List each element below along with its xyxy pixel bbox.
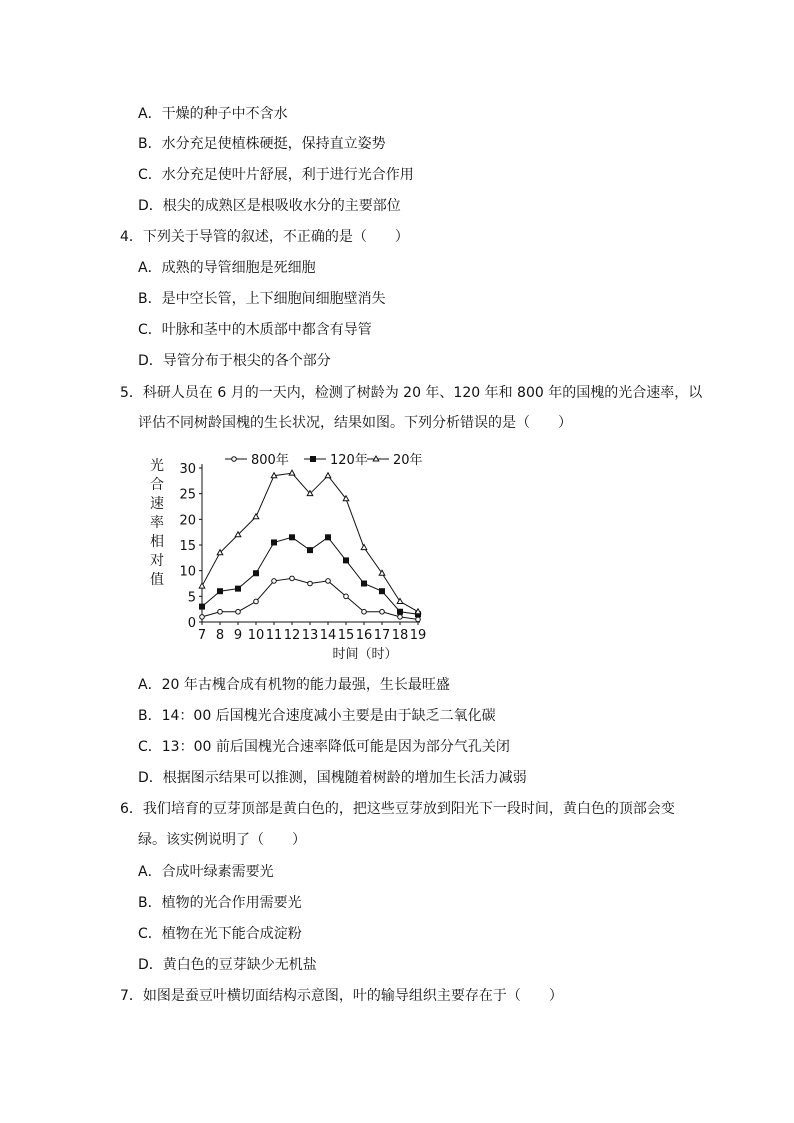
y-axis-label — [150, 457, 164, 588]
data-point — [200, 604, 205, 609]
y-tick-label: 0 — [187, 616, 196, 631]
data-point — [253, 514, 259, 519]
data-point — [254, 599, 259, 604]
data-point — [200, 615, 205, 620]
data-point — [272, 579, 277, 584]
data-point — [289, 470, 295, 475]
x-tick-label: 14 — [319, 628, 337, 643]
data-point — [326, 579, 331, 584]
x-tick-label: 9 — [233, 628, 243, 643]
data-point — [415, 609, 421, 614]
data-point — [344, 558, 349, 563]
x-tick-label: 17 — [373, 628, 391, 643]
q5-stem-line2: 评估不同树龄国槐的生长状况，结果如图。下列分析错误的是（ ） — [138, 415, 572, 431]
x-tick-label: 7 — [197, 628, 207, 643]
legend-marker — [311, 457, 316, 462]
q5-option-c: C．13：00 前后国槐光合速率降低可能是因为部分气孔关闭 — [138, 739, 510, 755]
y-label-char: 光 — [150, 458, 164, 474]
q5-stem-line1: 5．科研人员在 6 月的一天内，检测了树龄为 20 年、120 年和 800 年的国槐的光合速率，以 — [120, 385, 703, 401]
series-1 — [200, 535, 421, 617]
q6-option-b: B．植物的光合作用需要光 — [138, 895, 302, 911]
data-point — [308, 548, 313, 553]
x-tick-label: 12 — [283, 628, 301, 643]
y-label-char: 合 — [150, 477, 164, 493]
series-0 — [200, 576, 421, 622]
x-tick-label: 16 — [355, 628, 373, 643]
data-point — [326, 535, 331, 540]
x-tick-label: 19 — [409, 628, 427, 643]
y-tick-label: 15 — [179, 539, 196, 554]
q6-option-d: D．黄白色的豆芽缺少无机盐 — [138, 957, 317, 973]
data-point — [290, 576, 295, 581]
data-point — [325, 473, 331, 478]
chart-series — [199, 470, 421, 622]
y-label-char: 相 — [150, 534, 164, 550]
y-tick-label: 20 — [179, 513, 196, 529]
q7-stem: 7．如图是蚕豆叶横切面结构示意图，叶的输导组织主要存在于（ ） — [120, 988, 563, 1004]
q5-option-a: A．20 年古槐合成有机物的能力最强，生长最旺盛 — [138, 677, 450, 693]
chart-legend — [225, 452, 423, 468]
data-point — [218, 589, 223, 594]
x-ticks — [198, 622, 426, 643]
data-point — [380, 609, 385, 614]
x-tick-label: 13 — [301, 628, 319, 643]
legend-label: 120年 — [330, 453, 368, 468]
series-2 — [199, 470, 421, 614]
q4-option-c: C．叶脉和茎中的木质部中都含有导管 — [138, 322, 372, 338]
y-label-char: 值 — [150, 572, 164, 588]
y-label-char: 率 — [150, 515, 164, 531]
data-point — [272, 540, 277, 545]
chart-axes — [202, 464, 420, 622]
data-point — [218, 609, 223, 614]
y-tick-label: 25 — [179, 487, 196, 503]
y-label-char: 速 — [150, 496, 164, 512]
data-point — [254, 571, 259, 576]
photosynthesis-chart — [140, 448, 440, 670]
data-point — [398, 615, 403, 620]
q4-option-b: B．是中空长管，上下细胞间细胞壁消失 — [138, 291, 386, 307]
data-point — [361, 545, 367, 550]
q3-option-b: B．水分充足使植株硬挺，保持直立姿势 — [138, 136, 386, 152]
data-point — [362, 581, 367, 586]
legend-marker — [232, 457, 237, 462]
data-point — [236, 609, 241, 614]
data-point — [199, 583, 205, 588]
y-tick-label: 30 — [179, 462, 196, 477]
q5-option-b: B．14：00 后国槐光合速度减小主要是由于缺乏二氧化碳 — [138, 708, 496, 724]
q6-option-a: A．合成叶绿素需要光 — [138, 864, 274, 880]
x-axis-label: 时间（时） — [332, 647, 398, 662]
y-ticks — [179, 462, 202, 631]
q5-option-d: D．根据图示结果可以推测，国槐随着树龄的增加生长活力减弱 — [138, 770, 527, 786]
y-tick-label: 5 — [187, 590, 196, 606]
x-tick-label: 10 — [247, 628, 265, 643]
data-point — [236, 586, 241, 591]
x-tick-label: 18 — [391, 628, 409, 643]
q4-option-d: D．导管分布于根尖的各个部分 — [138, 353, 331, 369]
data-point — [416, 617, 421, 622]
data-point — [380, 589, 385, 594]
x-tick-label: 11 — [265, 628, 283, 643]
legend-label: 800年 — [251, 453, 289, 468]
data-point — [398, 609, 403, 614]
y-label-char: 对 — [150, 553, 164, 569]
q3-option-a: A．干燥的种子中不含水 — [138, 106, 288, 122]
data-point — [308, 581, 313, 586]
q4-stem: 4．下列关于导管的叙述，不正确的是（ ） — [120, 229, 409, 245]
x-tick-label: 15 — [337, 628, 355, 643]
data-point — [362, 609, 367, 614]
q6-stem-line1: 6．我们培育的豆芽顶部是黄白色的，把这些豆芽放到阳光下一段时间，黄白色的顶部会变 — [120, 801, 675, 817]
x-tick-label: 8 — [215, 628, 225, 643]
q3-option-c: C．水分充足使叶片舒展，利于进行光合作用 — [138, 167, 414, 183]
q6-stem-line2: 绿。该实例说明了（ ） — [138, 832, 306, 848]
q3-option-d: D．根尖的成熟区是根吸收水分的主要部位 — [138, 198, 401, 214]
q4-option-a: A．成熟的导管细胞是死细胞 — [138, 260, 316, 276]
data-point — [271, 473, 277, 478]
legend-label: 20年 — [393, 453, 423, 468]
q6-option-c: C．植物在光下能合成淀粉 — [138, 926, 302, 942]
data-point — [344, 594, 349, 599]
data-point — [290, 535, 295, 540]
legend-marker — [373, 456, 379, 461]
y-tick-label: 10 — [179, 564, 196, 580]
